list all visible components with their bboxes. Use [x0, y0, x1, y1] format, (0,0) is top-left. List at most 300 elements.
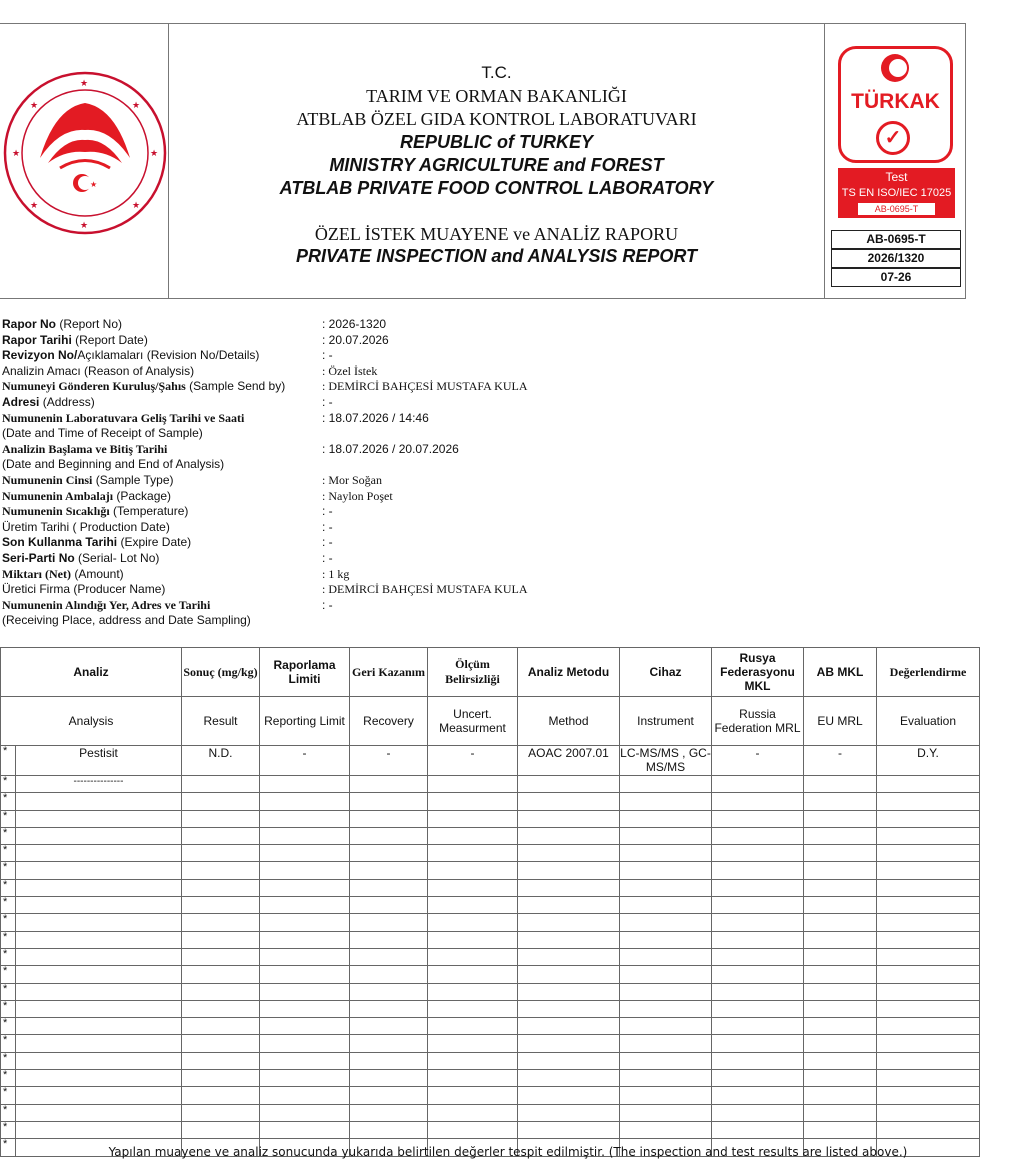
info-label: [2, 582, 165, 598]
table-cell: [428, 931, 518, 948]
table-cell: [350, 845, 428, 862]
table-cell: [350, 810, 428, 827]
table-cell: [712, 845, 804, 862]
info-label: [2, 567, 124, 583]
table-cell: [350, 1070, 428, 1087]
table-cell: [182, 914, 260, 931]
th-reporting: Reporting Limit: [260, 697, 350, 746]
cell-limit: -: [260, 746, 350, 776]
info-label: [2, 489, 171, 505]
table-cell: [182, 793, 260, 810]
info-label-text: (Package): [113, 488, 172, 503]
table-header-tr: [1, 648, 980, 697]
table-cell: [260, 1121, 350, 1138]
info-value: : -: [322, 504, 333, 519]
table-cell: [182, 1035, 260, 1052]
table-cell: [428, 1104, 518, 1121]
table-cell: [804, 1018, 877, 1035]
row-star: *: [1, 827, 16, 844]
info-label-bold: Numunenin Ambalajı: [2, 488, 114, 503]
table-cell: [620, 1104, 712, 1121]
table-cell: [260, 776, 350, 793]
table-cell: [712, 879, 804, 896]
svg-text:★: ★: [30, 101, 39, 111]
table-cell: [428, 793, 518, 810]
table-cell: [712, 914, 804, 931]
row-star: *: [1, 914, 16, 931]
info-label-text: (Date and Beginning and End of Analysis): [2, 457, 225, 472]
table-cell: [804, 793, 877, 810]
th-raporlama: Raporlama Limiti: [260, 648, 350, 697]
table-row: [1, 776, 980, 793]
info-label: [2, 598, 210, 614]
table-cell: [804, 827, 877, 844]
info-value: : -: [322, 395, 333, 409]
th-sonuc: Sonuç (mg/kg): [182, 648, 260, 697]
info-label-text: (Sample Send by): [185, 379, 286, 394]
table-cell: [182, 1104, 260, 1121]
header-tc: T.C.: [481, 63, 512, 82]
table-cell: [877, 793, 980, 810]
th-instrument: Instrument: [620, 697, 712, 746]
cell-analysis: Pestisit: [16, 746, 182, 776]
header-republic-en: REPUBLIC of TURKEY: [400, 132, 593, 152]
table-cell: [182, 827, 260, 844]
info-label-text: Analizin Amacı (Reason of Analysis): [2, 363, 195, 378]
table-cell: [518, 983, 620, 1000]
table-cell: [712, 948, 804, 965]
table-cell: [804, 897, 877, 914]
table-cell: [428, 827, 518, 844]
row-star: *: [1, 879, 16, 896]
table-cell: [877, 845, 980, 862]
svg-text:★: ★: [80, 79, 89, 89]
table-cell: [620, 914, 712, 931]
table-cell: [712, 1121, 804, 1138]
table-cell: [350, 827, 428, 844]
table-cell: [620, 948, 712, 965]
table-row: [1, 746, 980, 776]
table-cell: [804, 1000, 877, 1017]
table-row: [1, 897, 980, 914]
table-cell: [428, 948, 518, 965]
table-cell: [260, 845, 350, 862]
table-cell: [877, 1000, 980, 1017]
table-cell: [428, 1121, 518, 1138]
table-cell: [620, 1035, 712, 1052]
footer-note: Yapılan muayene ve analiz sonucunda yukarıda belirtilen değerler tespit edilmiştir. (The inspection and test results are listed above.): [108, 1145, 908, 1159]
table-cell: [620, 810, 712, 827]
info-label-text: (Sample Type): [92, 473, 174, 487]
row-star: *: [1, 845, 16, 862]
table-cell: [620, 827, 712, 844]
table-cell: [428, 966, 518, 983]
th-method: Method: [518, 697, 620, 746]
header-ministry-en: MINISTRY AGRICULTURE and FOREST: [329, 155, 664, 175]
table-cell: [350, 1000, 428, 1017]
th-evaluation: Evaluation: [877, 697, 980, 746]
row-star: *: [1, 776, 16, 793]
report-code: 2026/1320: [831, 249, 961, 268]
table-cell: [712, 897, 804, 914]
info-value: : -: [322, 348, 333, 363]
table-row: [1, 879, 980, 896]
table-cell: [350, 862, 428, 879]
table-cell: [804, 1052, 877, 1069]
table-cell: [16, 966, 182, 983]
table-cell: [804, 810, 877, 827]
table-cell: [260, 862, 350, 879]
row-star: *: [1, 810, 16, 827]
table-cell: [350, 1052, 428, 1069]
table-cell: [260, 1018, 350, 1035]
row-star: *: [1, 746, 16, 776]
info-label: [2, 411, 244, 427]
table-cell: [350, 966, 428, 983]
header-ministry-tr: TARIM VE ORMAN BAKANLIĞI: [366, 86, 627, 106]
table-cell: [182, 776, 260, 793]
table-cell: [518, 914, 620, 931]
table-cell: [620, 966, 712, 983]
table-cell: [182, 948, 260, 965]
table-cell: [16, 1000, 182, 1017]
turkak-name: TÜRKAK: [851, 90, 940, 113]
table-cell: [877, 931, 980, 948]
table-cell: [877, 1035, 980, 1052]
info-label-text: Üretim Tarihi ( Production Date): [2, 519, 170, 534]
table-cell: [16, 931, 182, 948]
table-cell: [16, 862, 182, 879]
svg-text:★: ★: [132, 101, 141, 111]
table-cell: [16, 1087, 182, 1104]
th-olcum: Ölçüm Belirsizliği: [428, 648, 518, 697]
table-cell: [620, 1000, 712, 1017]
info-label: [2, 473, 174, 489]
table-cell: [428, 1018, 518, 1035]
header-lab-en: ATBLAB PRIVATE FOOD CONTROL LABORATORY: [279, 178, 714, 198]
info-label-bold: Rapor Tarihi: [2, 332, 72, 347]
table-row: [1, 1035, 980, 1052]
info-value: : Naylon Poşet: [322, 488, 393, 503]
table-cell: [428, 897, 518, 914]
table-cell: [877, 776, 980, 793]
info-value: : DEMİRCİ BAHÇESİ MUSTAFA KULA: [322, 379, 528, 394]
table-cell: [877, 966, 980, 983]
cell-uncert: -: [428, 746, 518, 776]
info-label-bold: Son Kullanma Tarihi: [2, 535, 118, 550]
row-star: *: [1, 966, 16, 983]
table-cell: [712, 966, 804, 983]
table-row: [1, 948, 980, 965]
row-star: *: [1, 1070, 16, 1087]
table-cell: [182, 983, 260, 1000]
table-cell: [16, 879, 182, 896]
table-cell: [16, 983, 182, 1000]
info-label: [2, 551, 159, 567]
info-label: [2, 395, 95, 411]
th-eu: EU MRL: [804, 697, 877, 746]
row-star: *: [1, 1018, 16, 1035]
table-cell: [428, 914, 518, 931]
table-cell: [16, 948, 182, 965]
table-cell: [712, 1018, 804, 1035]
table-cell: [182, 1018, 260, 1035]
table-cell: [260, 966, 350, 983]
info-value: : 18.07.2026 / 14:46: [322, 410, 429, 425]
table-cell: [182, 1070, 260, 1087]
info-value: : -: [322, 535, 333, 550]
table-cell: [804, 983, 877, 1000]
table-cell: [350, 914, 428, 931]
cell-eu: -: [804, 746, 877, 776]
table-cell: [518, 776, 620, 793]
header-divider: [824, 24, 825, 298]
info-value: : 20.07.2026: [322, 332, 389, 347]
ministry-seal-icon: [0, 68, 170, 238]
svg-text:★: ★: [150, 149, 159, 159]
cell-method: AOAC 2007.01: [518, 746, 620, 776]
table-cell: [182, 897, 260, 914]
row-star: *: [1, 1087, 16, 1104]
table-cell: [804, 1035, 877, 1052]
table-cell: [877, 914, 980, 931]
table-row: [1, 845, 980, 862]
table-cell: [620, 1121, 712, 1138]
table-cell: [518, 931, 620, 948]
info-label: [2, 364, 194, 380]
info-label-bold: Adresi: [2, 395, 40, 409]
table-cell: [877, 810, 980, 827]
svg-text:★: ★: [12, 149, 21, 159]
table-cell: [260, 1052, 350, 1069]
table-cell: [16, 1052, 182, 1069]
row-star: *: [1, 793, 16, 810]
table-cell: [804, 966, 877, 983]
table-cell: [260, 983, 350, 1000]
info-label: [2, 317, 122, 333]
th-recovery: Recovery: [350, 697, 428, 746]
info-label-text: Açıklamaları (Revision No/Details): [77, 348, 260, 363]
info-value: : -: [322, 519, 333, 534]
table-cell: [260, 1070, 350, 1087]
table-cell: [428, 810, 518, 827]
table-cell: [16, 1035, 182, 1052]
info-label-bold: Numunenin Alındığı Yer, Adres ve Tarihi: [2, 597, 211, 612]
table-cell: [260, 810, 350, 827]
table-cell: [350, 948, 428, 965]
info-label-bold: Numunenin Cinsi: [2, 473, 93, 487]
info-label-bold: Numuneyi Gönderen Kuruluş/Şahıs: [2, 379, 186, 394]
report-title-tr: ÖZEL İSTEK MUAYENE ve ANALİZ RAPORU: [314, 224, 679, 244]
info-value: : -: [322, 597, 333, 612]
cell-instrument: LC-MS/MS , GC-MS/MS: [620, 746, 711, 774]
date-code: 07-26: [831, 268, 961, 287]
info-label-text: (Report No): [56, 317, 123, 331]
table-cell: [428, 776, 518, 793]
row-star: *: [1, 897, 16, 914]
table-cell: [620, 1070, 712, 1087]
table-cell: [182, 1052, 260, 1069]
cell-russia: -: [712, 746, 804, 776]
table-row: [1, 793, 980, 810]
row-star: *: [1, 1035, 16, 1052]
th-analiz: Analiz: [1, 648, 182, 697]
info-label-bold: Numunenin Laboratuvara Geliş Tarihi ve Saati: [2, 410, 245, 425]
info-label: [2, 457, 224, 473]
table-cell: [518, 966, 620, 983]
table-cell: [620, 983, 712, 1000]
table-cell: [877, 897, 980, 914]
table-row: [1, 1000, 980, 1017]
turkak-check-icon: ✓: [876, 121, 910, 155]
info-label-text: (Address): [39, 395, 95, 409]
row-star: *: [1, 931, 16, 948]
table-cell: [712, 1035, 804, 1052]
table-row: [1, 810, 980, 827]
table-cell: [877, 827, 980, 844]
table-cell: [620, 845, 712, 862]
analysis-table: [0, 647, 980, 1157]
table-cell: [620, 897, 712, 914]
row-star: *: [1, 948, 16, 965]
info-label: [2, 613, 251, 629]
table-cell: [518, 1104, 620, 1121]
table-cell: [712, 1104, 804, 1121]
table-cell: [260, 827, 350, 844]
row-star: *: [1, 983, 16, 1000]
table-cell: [518, 1000, 620, 1017]
info-label-text: (Amount): [70, 566, 124, 581]
table-row: [1, 1018, 980, 1035]
info-label: [2, 426, 203, 442]
table-cell: [518, 810, 620, 827]
table-cell: [260, 879, 350, 896]
table-row: [1, 1052, 980, 1069]
table-cell: [712, 1087, 804, 1104]
table-cell: [350, 931, 428, 948]
table-cell: [712, 827, 804, 844]
table-cell: [260, 948, 350, 965]
cell-recovery: -: [350, 746, 428, 776]
table-cell: [16, 793, 182, 810]
info-label: [2, 333, 148, 349]
th-cihaz: Cihaz: [620, 648, 712, 697]
table-cell: [260, 1035, 350, 1052]
table-row: [1, 1087, 980, 1104]
info-value: : 18.07.2026 / 20.07.2026: [322, 441, 459, 456]
th-uncert: Uncert. Measurment: [428, 697, 518, 746]
table-cell: [518, 827, 620, 844]
table-cell: [877, 1121, 980, 1138]
svg-text:★: ★: [30, 201, 39, 211]
table-cell: [428, 862, 518, 879]
info-label-text: (Serial- Lot No): [74, 551, 160, 565]
table-cell: [428, 1087, 518, 1104]
table-cell: [16, 1070, 182, 1087]
table-cell: [260, 931, 350, 948]
info-label-text: (Temperature): [109, 504, 189, 519]
table-cell: [518, 897, 620, 914]
table-cell: [182, 931, 260, 948]
table-cell: [260, 897, 350, 914]
info-value: : Mor Soğan: [322, 473, 382, 487]
th-rusya: Rusya Federasyonu MKL: [712, 648, 804, 697]
svg-text:★: ★: [132, 201, 141, 211]
info-label-bold: Rapor No: [2, 317, 56, 331]
table-cell: [804, 879, 877, 896]
table-cell: [16, 845, 182, 862]
table-cell: [518, 1018, 620, 1035]
turkak-standard: TS EN ISO/IEC 17025: [841, 187, 952, 199]
table-cell: [518, 1035, 620, 1052]
table-cell: [182, 966, 260, 983]
table-cell: [712, 810, 804, 827]
table-cell: [350, 879, 428, 896]
table-cell: [350, 1104, 428, 1121]
turkak-logo: [838, 46, 955, 216]
table-cell: [350, 983, 428, 1000]
svg-text:★: ★: [90, 180, 98, 189]
th-degerlendirme: Değerlendirme: [877, 648, 980, 697]
table-cell: [712, 862, 804, 879]
info-value: : DEMİRCİ BAHÇESİ MUSTAFA KULA: [322, 582, 528, 597]
table-cell: [16, 1104, 182, 1121]
th-geri-kazanim: Geri Kazanım: [350, 648, 428, 697]
table-cell: [16, 897, 182, 914]
info-label-bold: Numunenin Sıcaklığı: [2, 504, 110, 519]
table-cell: [712, 983, 804, 1000]
table-row: [1, 862, 980, 879]
table-cell: [16, 1018, 182, 1035]
table-cell: [518, 793, 620, 810]
table-cell: [804, 914, 877, 931]
cell-dashed: ---------------: [16, 776, 182, 793]
table-cell: [877, 1070, 980, 1087]
cell-evaluation: D.Y.: [877, 746, 980, 776]
th-ab: AB MKL: [804, 648, 877, 697]
row-star: *: [1, 1139, 16, 1156]
table-cell: [350, 1121, 428, 1138]
table-cell: [182, 810, 260, 827]
table-cell: [620, 1018, 712, 1035]
row-star: *: [1, 1121, 16, 1138]
table-cell: [877, 1052, 980, 1069]
info-label: [2, 535, 191, 551]
table-cell: [350, 776, 428, 793]
table-cell: [350, 1035, 428, 1052]
info-label-text: (Expire Date): [117, 535, 192, 550]
table-cell: [350, 793, 428, 810]
table-cell: [804, 1070, 877, 1087]
table-cell: [804, 1104, 877, 1121]
table-cell: [518, 879, 620, 896]
info-label: [2, 348, 259, 364]
info-label: [2, 379, 285, 395]
table-cell: [518, 862, 620, 879]
info-label: [2, 520, 170, 536]
table-cell: [428, 1052, 518, 1069]
table-cell: [260, 1087, 350, 1104]
info-value: : 2026-1320: [322, 317, 387, 331]
table-cell: [877, 983, 980, 1000]
table-row: [1, 1121, 980, 1138]
info-label: [2, 504, 188, 520]
table-cell: [182, 1121, 260, 1138]
info-label: [2, 442, 167, 458]
info-label-text: (Receiving Place, address and Date Sampling): [2, 613, 251, 628]
header-lab-tr: ATBLAB ÖZEL GIDA KONTROL LABORATUVARI: [296, 109, 697, 129]
info-label-text: (Report Date): [71, 332, 148, 347]
